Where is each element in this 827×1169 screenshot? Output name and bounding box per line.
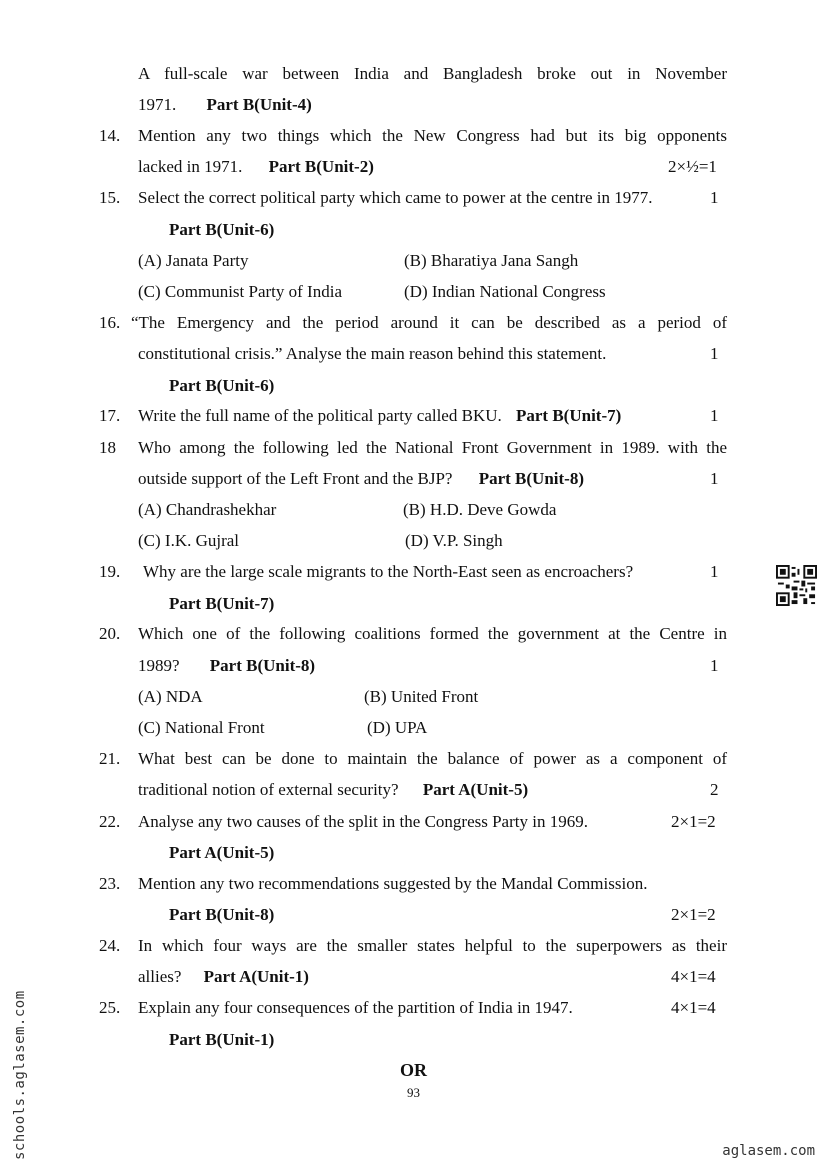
q15-option-d: (D) Indian National Congress xyxy=(404,282,606,301)
q20-option-d: (D) UPA xyxy=(367,718,428,737)
q16-tag: Part B(Unit-6) xyxy=(169,376,275,395)
q17-tag: Part B(Unit-7) xyxy=(516,406,622,425)
qr-code-icon[interactable] xyxy=(776,565,817,606)
q18-line2 xyxy=(138,469,584,489)
q23-tag: Part B(Unit-8) xyxy=(169,905,275,924)
q21-line1: What best can be done to maintain the balance of power as a component of xyxy=(138,749,727,768)
q20-line1: Which one of the following coalitions formed the government at the Centre in xyxy=(138,624,727,643)
q17-text: Write the full name of the political party called BKU. xyxy=(138,406,502,425)
q17-number: 17. xyxy=(99,406,121,425)
q24-number: 24. xyxy=(99,936,121,955)
q25-text: Explain any four consequences of the partition of India in 1947. xyxy=(138,998,573,1017)
q17-marks: 1 xyxy=(710,406,719,425)
q20-marks: 1 xyxy=(710,656,719,675)
q18-option-d: (D) V.P. Singh xyxy=(405,531,503,550)
footer-watermark: aglasem.com xyxy=(722,1143,815,1159)
q20-line2 xyxy=(138,656,315,676)
q14-number: 14. xyxy=(99,126,121,145)
q25-tag: Part B(Unit-1) xyxy=(169,1030,275,1049)
q20-number: 20. xyxy=(99,624,121,643)
q13-line2-text: 1971. xyxy=(138,95,177,114)
q22-tag: Part A(Unit-5) xyxy=(169,843,275,862)
q18-marks: 1 xyxy=(710,469,719,488)
q18-number: 18 xyxy=(99,438,116,457)
q24-tag: Part A(Unit-1) xyxy=(203,967,309,986)
or-label: OR xyxy=(400,1060,427,1080)
q13-tag: Part B(Unit-4) xyxy=(206,95,312,114)
q14-line2 xyxy=(138,157,374,177)
q23-text: Mention any two recommendations suggested by the Mandal Commission. xyxy=(138,874,648,893)
q21-marks: 2 xyxy=(710,780,719,799)
q13-line1: A full-scale war between India and Bangladesh broke out in November xyxy=(138,64,727,83)
q19-marks: 1 xyxy=(710,562,719,581)
q23-number: 23. xyxy=(99,874,121,893)
q24-line2 xyxy=(138,967,309,987)
q18-line2-text: outside support of the Left Front and the BJP? xyxy=(138,469,453,488)
q18-option-b: (B) H.D. Deve Gowda xyxy=(403,500,557,519)
q15-number: 15. xyxy=(99,188,121,207)
q21-line2-text: traditional notion of external security? xyxy=(138,780,399,799)
q22-text: Analyse any two causes of the split in the Congress Party in 1969. xyxy=(138,812,588,831)
q24-line1: In which four ways are the smaller states helpful to the superpowers as their xyxy=(138,936,727,955)
q24-marks: 4×1=4 xyxy=(671,967,716,986)
q19-tag: Part B(Unit-7) xyxy=(169,594,275,613)
q17-line xyxy=(138,406,621,426)
q15-option-a: (A) Janata Party xyxy=(138,251,249,270)
q15-tag: Part B(Unit-6) xyxy=(169,220,275,239)
q15-option-c: (C) Communist Party of India xyxy=(138,282,342,301)
side-watermark: schools.aglasem.com xyxy=(12,990,28,1160)
q13-line2 xyxy=(138,95,312,115)
q18-option-c: (C) I.K. Gujral xyxy=(138,531,240,550)
q16-number: 16. xyxy=(99,313,121,332)
q20-option-a: (A) NDA xyxy=(138,687,203,706)
q19-text: Why are the large scale migrants to the North-East seen as encroachers? xyxy=(143,562,634,581)
q16-marks: 1 xyxy=(710,344,719,363)
q20-tag: Part B(Unit-8) xyxy=(209,656,316,675)
q22-marks: 2×1=2 xyxy=(671,812,716,831)
q15-text: Select the correct political party which came to power at the centre in 1977. xyxy=(138,188,653,207)
q16-line2: constitutional crisis.” Analyse the main reason behind this statement. xyxy=(138,344,607,363)
q14-tag: Part B(Unit-2) xyxy=(268,157,374,176)
q14-marks: 2×½=1 xyxy=(668,157,717,176)
q24-line2-text: allies? xyxy=(138,967,182,986)
q21-number: 21. xyxy=(99,749,121,768)
q15-option-b: (B) Bharatiya Jana Sangh xyxy=(404,251,579,270)
q16-line1: “The Emergency and the period around it can be described as a period of xyxy=(131,313,727,332)
q18-option-a: (A) Chandrashekhar xyxy=(138,500,277,519)
page-number: 93 xyxy=(407,1085,420,1100)
q20-option-c: (C) National Front xyxy=(138,718,265,737)
q22-number: 22. xyxy=(99,812,121,831)
q25-marks: 4×1=4 xyxy=(671,998,716,1017)
q15-marks: 1 xyxy=(710,188,719,207)
q14-line1: Mention any two things which the New Congress had but its big opponents xyxy=(138,126,727,145)
q14-line2-text: lacked in 1971. xyxy=(138,157,243,176)
q19-number: 19. xyxy=(99,562,121,581)
q18-line1: Who among the following led the National Front Government in 1989. with the xyxy=(138,438,727,457)
q21-tag: Part A(Unit-5) xyxy=(422,780,529,799)
q20-line2-text: 1989? xyxy=(138,656,180,675)
q23-marks: 2×1=2 xyxy=(671,905,716,924)
q25-number: 25. xyxy=(99,998,121,1017)
q20-option-b: (B) United Front xyxy=(364,687,479,706)
q21-line2 xyxy=(138,780,528,800)
q18-tag: Part B(Unit-8) xyxy=(478,469,584,488)
